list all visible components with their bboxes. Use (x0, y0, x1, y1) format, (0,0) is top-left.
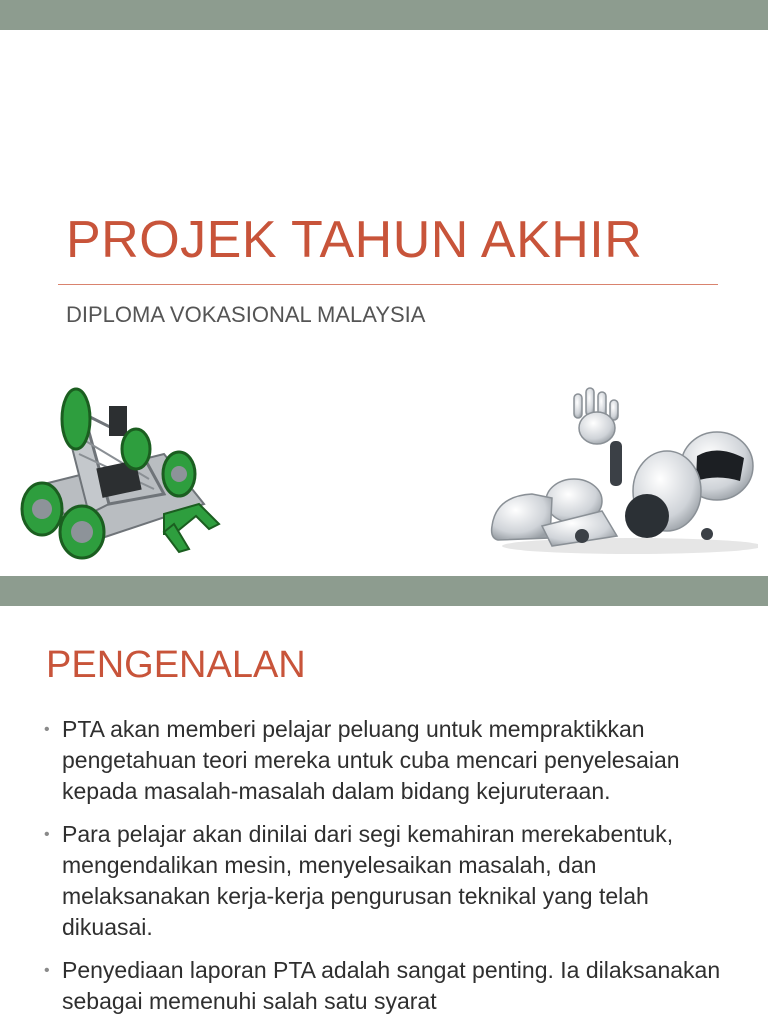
bullet-item (44, 955, 734, 1017)
title-divider (58, 284, 718, 285)
top-band (0, 0, 768, 30)
title-slide (0, 30, 768, 576)
bullet-text: Para pelajar akan dinilai dari segi kemahiran merekabentuk, mengendalikan mesin, menyelesaikan masalah, dan melaksanakan kerja-kerja pengurusan teknikal yang telah dikuasai. (62, 821, 674, 940)
bullet-marker: • (44, 721, 50, 738)
bullet-text: Penyediaan laporan PTA adalah sangat penting. Ia dilaksanakan sebagai memenuhi salah satu syarat (62, 957, 721, 1014)
bullet-text: PTA akan memberi pelajar peluang untuk mempraktikkan pengetahuan teori mereka untuk cuba mencari penyelesaian kepada masalah-masalah dalam bidang kejuruteraan. (62, 716, 680, 804)
bullet-marker: • (44, 962, 50, 979)
robot-vehicle-image (14, 384, 224, 564)
section-heading: PENGENALAN (46, 644, 306, 686)
slide-subtitle: DIPLOMA VOKASIONAL MALAYSIA (66, 302, 426, 327)
intro-slide (0, 606, 768, 1024)
slide-title: PROJEK TAHUN AKHIR (66, 211, 643, 269)
bullet-item (44, 819, 734, 943)
bullet-item (44, 714, 734, 807)
bullet-marker: • (44, 826, 50, 843)
bullet-list (44, 714, 734, 1024)
humanoid-robot-image (482, 386, 758, 558)
slide-separator-band (0, 576, 768, 606)
